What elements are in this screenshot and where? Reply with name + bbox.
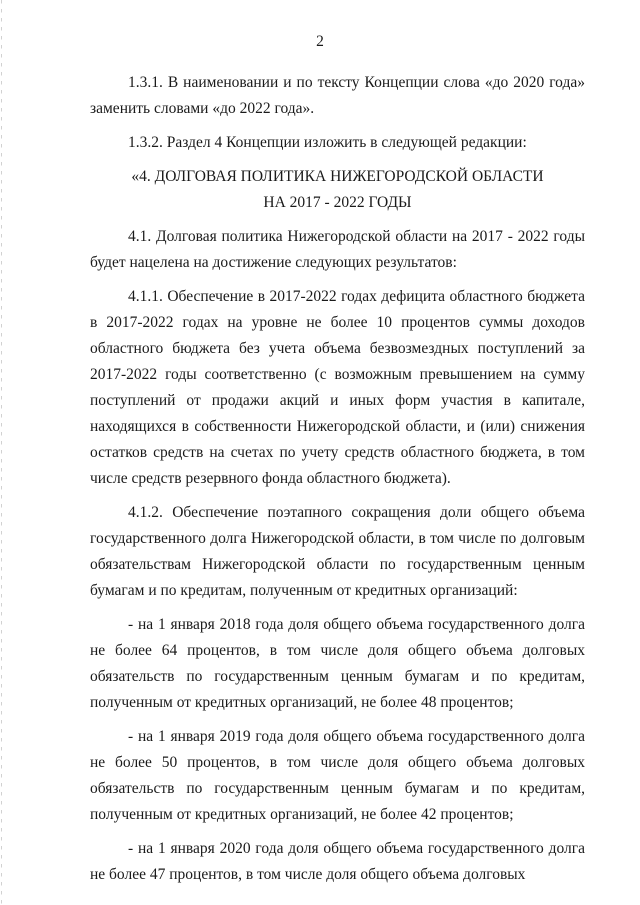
paragraph-4-1-2: 4.1.2. Обеспечение поэтапного сокращения доли общего объема государственного долга Нижегородской области, в том числе по долговым обязательствам Нижегородской области по государственным ценным бумагам и по кредитам, полученным от кредитных организаций: (90, 504, 585, 599)
list-item-2019: - на 1 января 2019 года доля общего объема государственного долга не более 50 процентов, в том числе доля общего объема долговых обязательств по государственным ценным бумагам и по кредитам, полученным от кредитных организаций, не более 42 процентов; (90, 728, 585, 823)
list-item-2020: - на 1 января 2020 года доля общего объема государственного долга не более 47 процентов, в том числе доля общего объема долговых (90, 840, 585, 883)
section-heading-line-2: НА 2017 - 2022 ГОДЫ (263, 194, 412, 211)
scan-edge-marks (1, 0, 2, 905)
paragraph-1-3-2: 1.3.2. Раздел 4 Концепции изложить в следующей редакции: (128, 134, 527, 151)
section-heading-line-1: «4. ДОЛГОВАЯ ПОЛИТИКА НИЖЕГОРОДСКОЙ ОБЛАСТИ (131, 168, 544, 185)
page-number: 2 (316, 33, 324, 50)
paragraph-4-1: 4.1. Долговая политика Нижегородской области на 2017 - 2022 годы будет нацелена на достижение следующих результатов: (90, 228, 585, 271)
document-body (90, 70, 585, 896)
section-heading (90, 164, 585, 216)
paragraph-4-1-1: 4.1.1. Обеспечение в 2017-2022 годах дефицита областного бюджета в 2017-2022 годах на уровне не более 10 процентов суммы доходов областного бюджета без учета объема безвозмездных поступлений за 2017-2022 годы соответственно (с возможным превышением на сумму поступлений от продажи акций и иных форм участия в капитале, находящихся в собственности Нижегородской области, и (или) снижения остатков средств на счетах по учету средств областного бюджета, в том числе средств резервного фонда областного бюджета). (90, 288, 585, 487)
paragraph-1-3-1: 1.3.1. В наименовании и по тексту Концепции слова «до 2020 года» заменить словами «до 2022 года». (90, 74, 585, 117)
list-item-2018: - на 1 января 2018 года доля общего объема государственного долга не более 64 процентов, в том числе доля общего объема долговых обязательств по государственным ценным бумагам и по кредитам, полученным от кредитных организаций, не более 48 процентов; (90, 616, 585, 711)
